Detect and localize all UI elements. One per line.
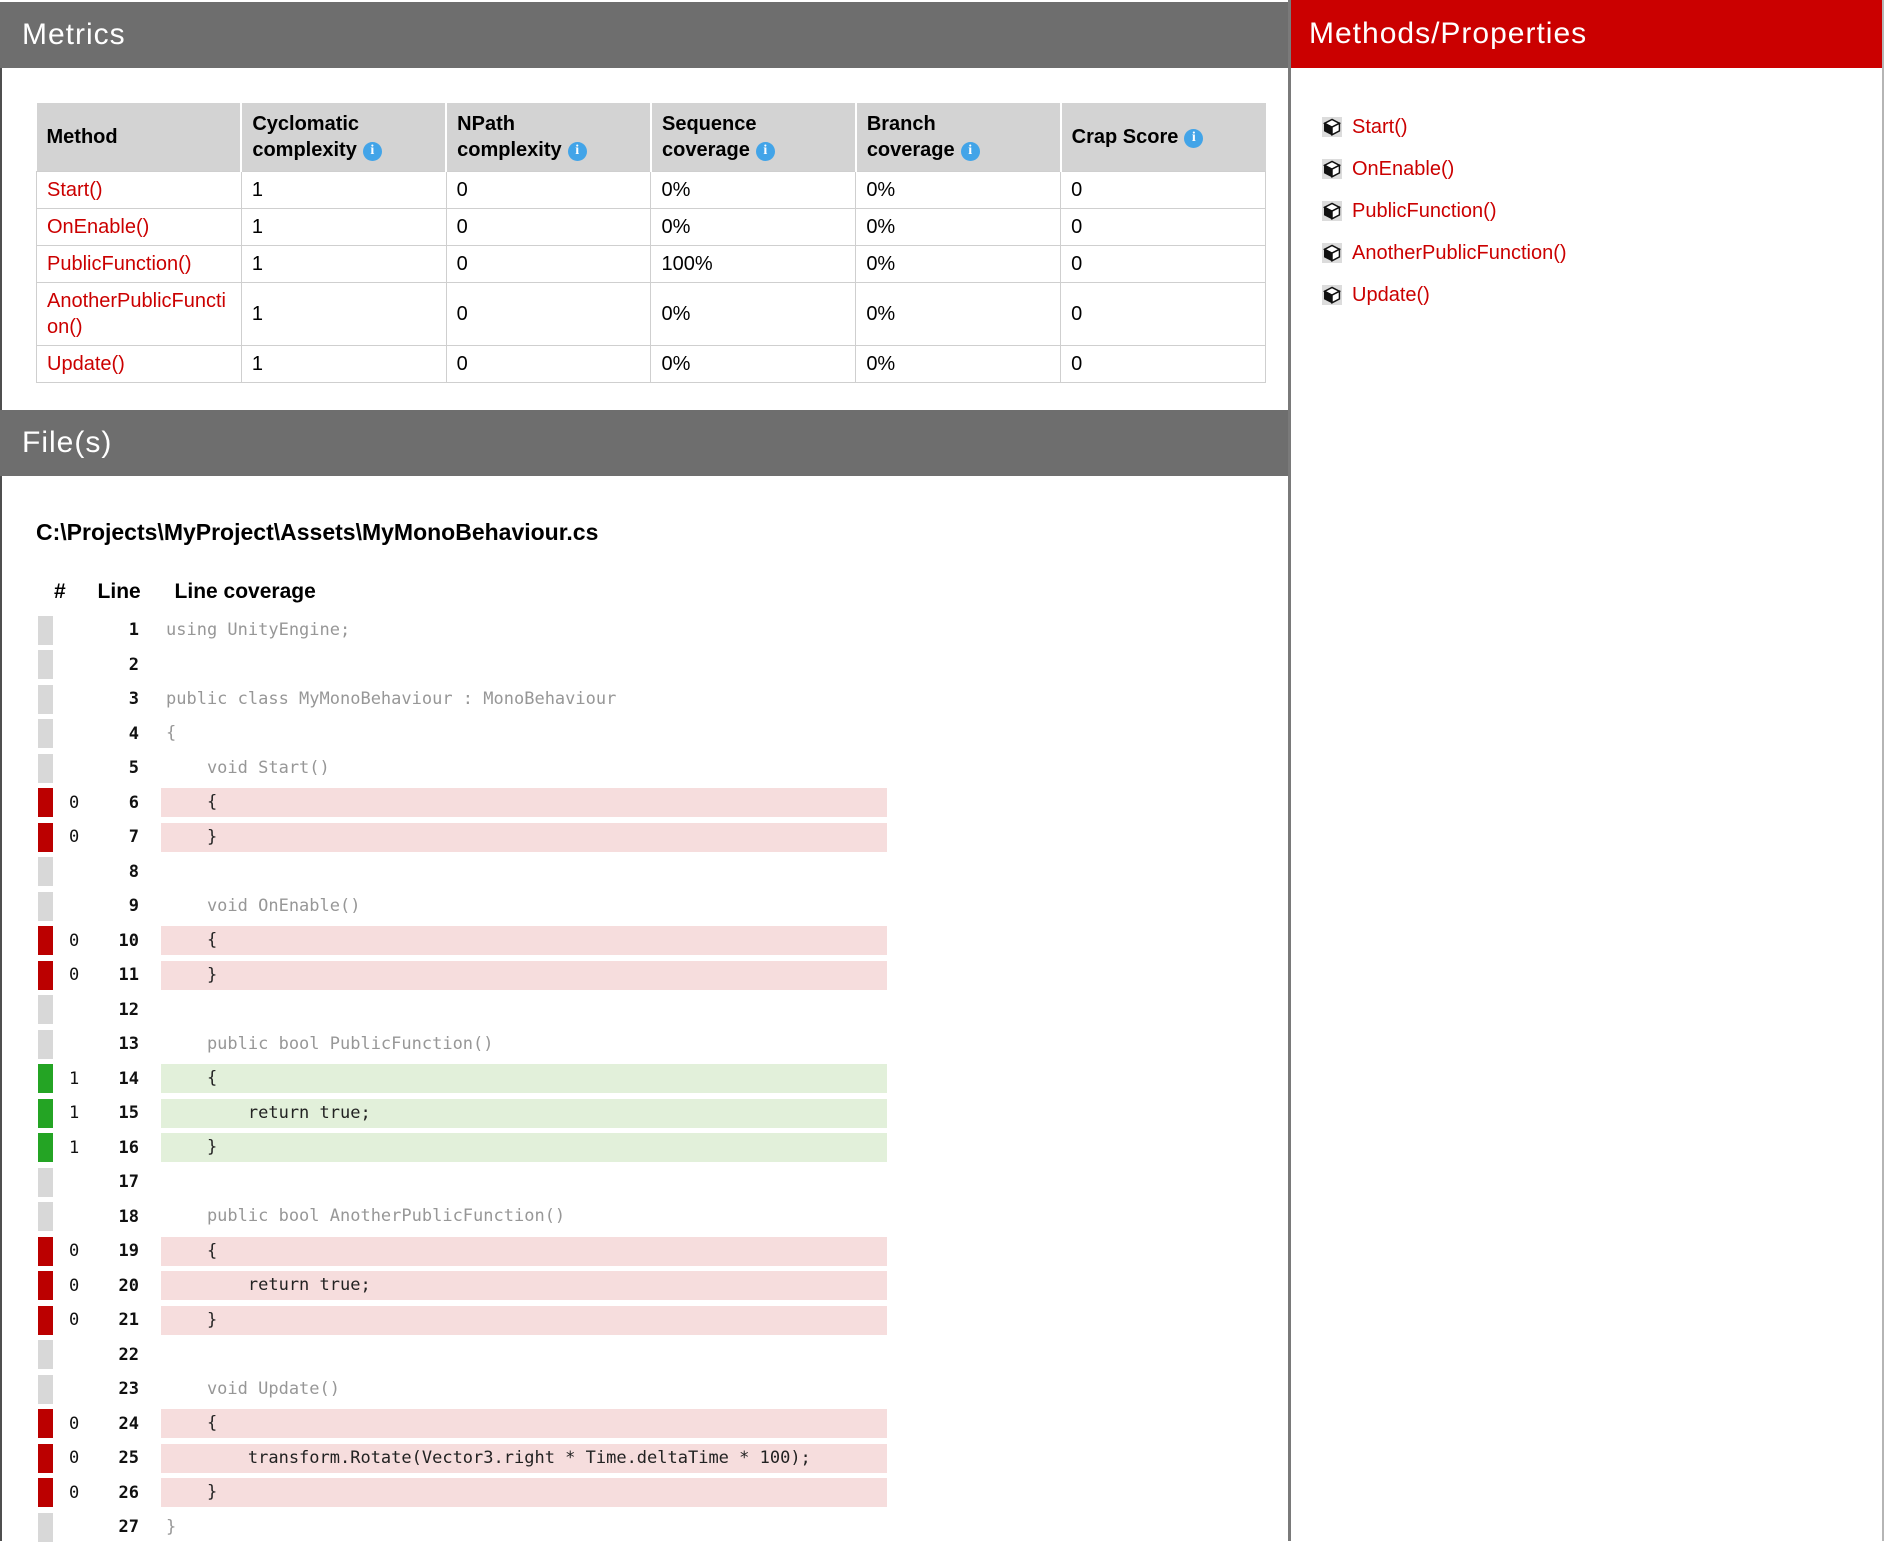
metrics-value-cell: 0% bbox=[856, 172, 1061, 209]
metrics-value-cell: 0% bbox=[651, 209, 856, 246]
metrics-table-row bbox=[37, 346, 1266, 383]
line-number: 1 bbox=[128, 620, 139, 641]
sidebar-method-link[interactable]: Update() bbox=[1352, 283, 1430, 306]
line-number: 6 bbox=[128, 792, 139, 813]
metrics-value-cell: 0 bbox=[446, 346, 651, 383]
code-line-row bbox=[36, 1027, 1288, 1062]
line-number: 14 bbox=[118, 1068, 139, 1089]
metrics-value-cell: 0% bbox=[856, 209, 1061, 246]
file-path: C:\Projects\MyProject\Assets\MyMonoBehaviour.cs bbox=[36, 519, 599, 545]
visit-count: 0 bbox=[69, 930, 80, 951]
code-line-row bbox=[36, 751, 1288, 786]
line-number: 3 bbox=[128, 689, 139, 710]
code-header-line: Line bbox=[97, 580, 141, 603]
code-line-row bbox=[36, 1234, 1288, 1269]
files-section-header bbox=[0, 410, 1288, 476]
line-number: 21 bbox=[118, 1310, 139, 1331]
line-number: 18 bbox=[118, 1206, 139, 1227]
methods-section-header bbox=[1291, 0, 1882, 68]
info-icon[interactable]: i bbox=[568, 142, 587, 161]
visit-count: 0 bbox=[69, 827, 80, 848]
metrics-column-header-branch: Branch coverage i bbox=[856, 103, 1061, 172]
code-text: public bool AnotherPublicFunction() bbox=[166, 1206, 566, 1227]
code-text: return true; bbox=[161, 1099, 887, 1128]
code-line-row bbox=[36, 820, 1288, 855]
code-line-row bbox=[36, 786, 1288, 821]
code-text: { bbox=[166, 723, 177, 744]
metrics-value-cell: 0 bbox=[1061, 246, 1266, 283]
code-text: } bbox=[161, 961, 887, 990]
metrics-value-cell: 0% bbox=[651, 346, 856, 383]
line-number: 11 bbox=[118, 965, 139, 986]
code-text: } bbox=[161, 1133, 887, 1162]
metrics-value-cell: 0% bbox=[856, 246, 1061, 283]
code-text bbox=[161, 1340, 887, 1369]
info-icon[interactable]: i bbox=[363, 142, 382, 161]
line-number: 2 bbox=[128, 654, 139, 675]
metrics-column-header-crap-score: Crap Score i bbox=[1061, 103, 1266, 172]
coverage-strip bbox=[38, 719, 53, 748]
visit-count: 0 bbox=[69, 1448, 80, 1469]
metrics-body bbox=[0, 68, 1288, 383]
code-line-row bbox=[36, 1303, 1288, 1338]
metrics-value-cell: 0 bbox=[1061, 209, 1266, 246]
coverage-strip bbox=[38, 1168, 53, 1197]
code-text: void OnEnable() bbox=[166, 895, 361, 916]
info-icon[interactable]: i bbox=[961, 142, 980, 161]
metrics-column-header-sequence: Sequence coverage i bbox=[651, 103, 856, 172]
metrics-method-cell bbox=[37, 283, 242, 346]
metrics-column-header-cyclomatic: Cyclomatic complexity i bbox=[241, 103, 446, 172]
coverage-strip bbox=[38, 1409, 53, 1438]
code-text: void Start() bbox=[166, 757, 330, 778]
metrics-table-row bbox=[37, 172, 1266, 209]
line-number: 24 bbox=[118, 1413, 139, 1434]
metrics-value-cell: 1 bbox=[241, 246, 446, 283]
code-text: } bbox=[161, 1306, 887, 1335]
metrics-column-header-method: Method bbox=[37, 103, 242, 172]
code-text: public class MyMonoBehaviour : MonoBehaviour bbox=[166, 688, 617, 709]
files-section-title: File(s) bbox=[22, 426, 113, 459]
code-line-row bbox=[36, 1131, 1288, 1166]
line-number: 13 bbox=[118, 1034, 139, 1055]
visit-count: 1 bbox=[69, 1137, 80, 1158]
code-text: void Update() bbox=[166, 1378, 340, 1399]
code-line-row bbox=[36, 1476, 1288, 1511]
coverage-strip bbox=[38, 892, 53, 921]
metrics-method-cell bbox=[37, 209, 242, 246]
line-number: 9 bbox=[128, 896, 139, 917]
code-line-row bbox=[36, 1200, 1288, 1235]
code-line-row bbox=[36, 958, 1288, 993]
code-line-row bbox=[36, 1165, 1288, 1200]
metrics-value-cell: 0% bbox=[651, 172, 856, 209]
code-line-row bbox=[36, 1062, 1288, 1097]
method-link[interactable]: OnEnable() bbox=[47, 216, 150, 238]
visit-count: 0 bbox=[69, 792, 80, 813]
code-text: return true; bbox=[161, 1271, 887, 1300]
sidebar-method-item bbox=[1322, 190, 1882, 232]
line-number: 15 bbox=[118, 1103, 139, 1124]
code-text: transform.Rotate(Vector3.right * Time.deltaTime * 100); bbox=[161, 1444, 887, 1473]
metrics-table-row bbox=[37, 209, 1266, 246]
metrics-value-cell: 1 bbox=[241, 283, 446, 346]
code-header-visits: # bbox=[54, 580, 66, 603]
code-text bbox=[161, 650, 887, 679]
metrics-value-cell: 0 bbox=[1061, 172, 1266, 209]
line-number: 19 bbox=[118, 1241, 139, 1262]
code-text: { bbox=[161, 1409, 887, 1438]
visit-count: 0 bbox=[69, 1241, 80, 1262]
code-text: } bbox=[161, 1478, 887, 1507]
code-line-row bbox=[36, 924, 1288, 959]
line-number: 20 bbox=[118, 1275, 139, 1296]
metrics-value-cell: 0% bbox=[651, 283, 856, 346]
line-number: 12 bbox=[118, 999, 139, 1020]
code-text bbox=[161, 1168, 887, 1197]
metrics-value-cell: 0 bbox=[446, 172, 651, 209]
code-line-row bbox=[36, 1441, 1288, 1476]
metrics-value-cell: 0 bbox=[446, 283, 651, 346]
coverage-strip bbox=[38, 754, 53, 783]
code-text: { bbox=[161, 788, 887, 817]
coverage-strip bbox=[38, 1030, 53, 1059]
coverage-strip bbox=[38, 1064, 53, 1093]
cube-icon bbox=[1322, 285, 1342, 305]
code-text: { bbox=[161, 1237, 887, 1266]
line-number: 27 bbox=[118, 1517, 139, 1538]
method-link[interactable]: AnotherPublicFunction() bbox=[47, 290, 226, 338]
visit-count: 0 bbox=[69, 1310, 80, 1331]
coverage-strip bbox=[38, 788, 53, 817]
metrics-value-cell: 0 bbox=[1061, 346, 1266, 383]
metrics-column-header-npath: NPath complexity i bbox=[446, 103, 651, 172]
metrics-value-cell: 100% bbox=[651, 246, 856, 283]
code-listing bbox=[36, 613, 1288, 1545]
code-line-row bbox=[36, 889, 1288, 924]
metrics-section-header bbox=[0, 2, 1288, 68]
metrics-table-header-row bbox=[37, 103, 1266, 172]
line-number: 25 bbox=[118, 1448, 139, 1469]
visit-count: 0 bbox=[69, 1275, 80, 1296]
code-header-coverage: Line coverage bbox=[174, 580, 316, 603]
metrics-method-cell bbox=[37, 172, 242, 209]
metrics-value-cell: 0 bbox=[446, 209, 651, 246]
code-line-row bbox=[36, 648, 1288, 683]
coverage-strip bbox=[38, 961, 53, 990]
metrics-value-cell: 0 bbox=[1061, 283, 1266, 346]
sidebar-method-link[interactable]: PublicFunction() bbox=[1352, 199, 1497, 222]
code-line-row bbox=[36, 1372, 1288, 1407]
metrics-method-cell bbox=[37, 246, 242, 283]
coverage-strip bbox=[38, 1478, 53, 1507]
coverage-strip bbox=[38, 1340, 53, 1369]
sidebar bbox=[1288, 0, 1884, 1541]
metrics-method-cell bbox=[37, 346, 242, 383]
sidebar-method-item bbox=[1322, 274, 1882, 316]
sidebar-method-link[interactable]: Start() bbox=[1352, 115, 1408, 138]
line-number: 10 bbox=[118, 930, 139, 951]
line-number: 4 bbox=[128, 723, 139, 744]
visit-count: 0 bbox=[69, 965, 80, 986]
coverage-strip bbox=[38, 616, 53, 645]
coverage-strip bbox=[38, 823, 53, 852]
code-text: } bbox=[166, 1516, 177, 1537]
metrics-table-row bbox=[37, 283, 1266, 346]
code-line-row bbox=[36, 1510, 1288, 1545]
sidebar-method-link[interactable]: AnotherPublicFunction() bbox=[1352, 241, 1567, 264]
line-number: 26 bbox=[118, 1482, 139, 1503]
code-line-row bbox=[36, 1338, 1288, 1373]
cube-icon bbox=[1322, 117, 1342, 137]
coverage-strip bbox=[38, 995, 53, 1024]
coverage-strip bbox=[38, 650, 53, 679]
metrics-table bbox=[36, 103, 1266, 383]
code-text: using UnityEngine; bbox=[166, 619, 351, 640]
coverage-strip bbox=[38, 685, 53, 714]
sidebar-method-item bbox=[1322, 232, 1882, 274]
coverage-strip bbox=[38, 1271, 53, 1300]
metrics-value-cell: 0% bbox=[856, 283, 1061, 346]
line-number: 17 bbox=[118, 1172, 139, 1193]
visit-count: 1 bbox=[69, 1068, 80, 1089]
sidebar-method-item bbox=[1322, 148, 1882, 190]
visit-count: 1 bbox=[69, 1103, 80, 1124]
coverage-strip bbox=[38, 1444, 53, 1473]
line-number: 8 bbox=[128, 861, 139, 882]
coverage-strip bbox=[38, 1375, 53, 1404]
code-text: } bbox=[161, 823, 887, 852]
method-link[interactable]: Start() bbox=[47, 179, 103, 201]
code-line-row bbox=[36, 1096, 1288, 1131]
code-line-row bbox=[36, 1269, 1288, 1304]
cube-icon bbox=[1322, 159, 1342, 179]
method-link[interactable]: PublicFunction() bbox=[47, 253, 192, 275]
coverage-strip bbox=[38, 1513, 53, 1542]
cube-icon bbox=[1322, 243, 1342, 263]
metrics-section-title: Metrics bbox=[22, 18, 126, 51]
coverage-strip bbox=[38, 1202, 53, 1231]
code-line-row bbox=[36, 717, 1288, 752]
code-line-row bbox=[36, 993, 1288, 1028]
line-number: 7 bbox=[128, 827, 139, 848]
methods-list bbox=[1291, 106, 1882, 316]
metrics-value-cell: 1 bbox=[241, 172, 446, 209]
info-icon[interactable]: i bbox=[1184, 129, 1203, 148]
coverage-strip bbox=[38, 1306, 53, 1335]
code-text bbox=[161, 995, 887, 1024]
code-table-header bbox=[36, 580, 1288, 607]
metrics-value-cell: 1 bbox=[241, 346, 446, 383]
sidebar-method-link[interactable]: OnEnable() bbox=[1352, 157, 1455, 180]
method-link[interactable]: Update() bbox=[47, 353, 125, 375]
coverage-strip bbox=[38, 857, 53, 886]
methods-section-title: Methods/Properties bbox=[1309, 17, 1588, 50]
code-text: { bbox=[161, 926, 887, 955]
metrics-value-cell: 0 bbox=[446, 246, 651, 283]
coverage-strip bbox=[38, 1099, 53, 1128]
line-number: 22 bbox=[118, 1344, 139, 1365]
metrics-value-cell: 1 bbox=[241, 209, 446, 246]
coverage-strip bbox=[38, 1237, 53, 1266]
sidebar-method-item bbox=[1322, 106, 1882, 148]
visit-count: 0 bbox=[69, 1482, 80, 1503]
info-icon[interactable]: i bbox=[756, 142, 775, 161]
metrics-table-row bbox=[37, 246, 1266, 283]
code-text bbox=[161, 857, 887, 886]
coverage-strip bbox=[38, 1133, 53, 1162]
code-line-row bbox=[36, 1407, 1288, 1442]
coverage-strip bbox=[38, 926, 53, 955]
code-line-row bbox=[36, 855, 1288, 890]
metrics-value-cell: 0% bbox=[856, 346, 1061, 383]
code-text: { bbox=[161, 1064, 887, 1093]
line-number: 5 bbox=[128, 758, 139, 779]
line-number: 23 bbox=[118, 1379, 139, 1400]
line-number: 16 bbox=[118, 1137, 139, 1158]
file-body bbox=[0, 476, 1288, 1545]
cube-icon bbox=[1322, 201, 1342, 221]
code-line-row bbox=[36, 682, 1288, 717]
visit-count: 0 bbox=[69, 1413, 80, 1434]
code-line-row bbox=[36, 613, 1288, 648]
code-text: public bool PublicFunction() bbox=[166, 1033, 494, 1054]
